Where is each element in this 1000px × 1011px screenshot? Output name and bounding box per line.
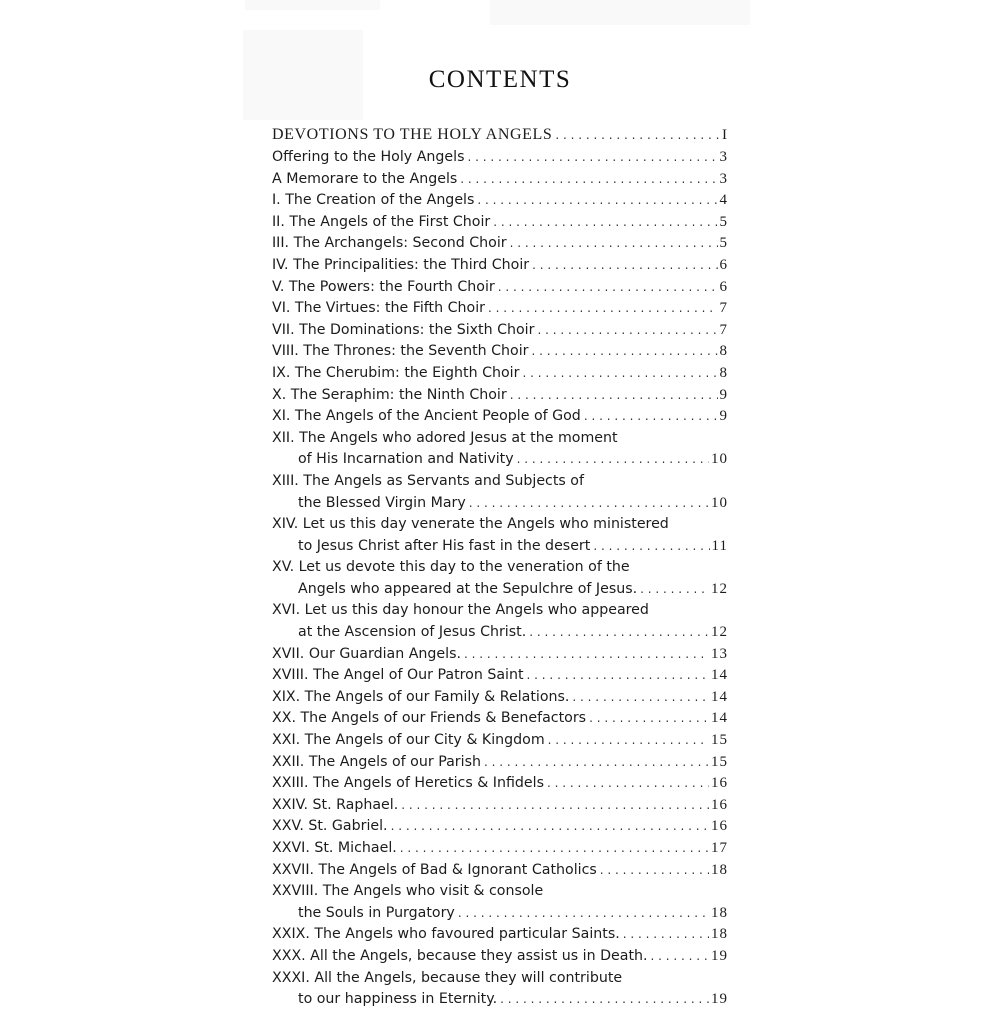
toc-line <box>272 406 728 428</box>
show-through-texture <box>490 0 750 25</box>
dot-leader <box>640 579 709 601</box>
dot-leader <box>572 687 709 709</box>
toc-line <box>272 169 728 191</box>
toc-page-number: 9 <box>719 408 728 425</box>
toc-entry-title: V. The Powers: the Fourth Choir <box>272 278 495 295</box>
toc-entry-title: IV. The Principalities: the Third Choir <box>272 256 530 273</box>
toc-entry-title: XXVII. The Angels of Bad & Ignorant Catholics <box>272 861 597 878</box>
toc-entry <box>272 385 728 407</box>
toc-entry-title: XVI. Let us this day honour the Angels who appeared <box>272 602 649 619</box>
toc-entry <box>272 752 728 774</box>
toc-line <box>272 773 728 795</box>
toc-entry <box>272 946 728 968</box>
toc-page-number: 11 <box>711 537 728 554</box>
toc-entry-title: XXIX. The Angels who favoured particular Saints. <box>272 926 620 943</box>
dot-leader <box>493 212 717 234</box>
dot-leader <box>537 320 717 342</box>
dot-leader <box>623 924 709 946</box>
toc-entry-title: at the Ascension of Jesus Christ. <box>298 624 527 641</box>
toc-page-number: 3 <box>719 149 728 165</box>
toc-page-number: 19 <box>711 947 728 964</box>
toc-entry <box>272 212 728 234</box>
toc-page-number: 7 <box>719 321 728 338</box>
toc-entry-title: XIII. The Angels as Servants and Subjects of <box>272 472 584 489</box>
toc-entry-title: XIX. The Angels of our Family & Relations. <box>272 688 570 705</box>
toc-page-number: 5 <box>719 235 728 252</box>
toc-entry-title: XXVI. St. Michael. <box>272 840 397 856</box>
table-of-contents <box>272 123 728 1011</box>
dot-leader <box>651 946 709 968</box>
dot-leader <box>464 644 709 666</box>
toc-page-number: 15 <box>711 753 728 770</box>
toc-entry-title: XX. The Angels of our Friends & Benefactors <box>272 710 587 727</box>
toc-entry-title: XXIV. St. Raphael. <box>272 796 399 813</box>
toc-page-number: 17 <box>711 840 728 856</box>
toc-entry <box>272 708 728 730</box>
toc-line <box>272 233 728 255</box>
toc-entry-title: A Memorare to the Angels <box>272 170 458 187</box>
toc-entry <box>272 298 728 320</box>
toc-line <box>272 622 728 644</box>
toc-entry-title: XVII. Our Guardian Angels. <box>272 645 461 662</box>
show-through-texture <box>245 0 380 10</box>
toc-entry <box>272 169 728 191</box>
toc-line <box>272 924 728 946</box>
toc-entry <box>272 600 728 643</box>
toc-line <box>272 471 728 493</box>
toc-entry <box>272 860 728 882</box>
toc-entry <box>272 363 728 385</box>
toc-page-number: 18 <box>711 926 728 943</box>
toc-page-number: 13 <box>711 645 728 662</box>
toc-line <box>272 795 728 817</box>
toc-entry-title: XXV. St. Gabriel. <box>272 818 388 835</box>
toc-line <box>272 363 728 385</box>
toc-entry-title: VI. The Virtues: the Fifth Choir <box>272 300 485 317</box>
toc-page-number: 10 <box>711 451 728 468</box>
toc-entry-title: XXII. The Angels of our Parish <box>272 753 481 770</box>
toc-page-number: 3 <box>719 170 728 187</box>
toc-line <box>272 190 728 212</box>
toc-entry <box>272 233 728 255</box>
toc-line <box>272 665 728 687</box>
toc-entry <box>272 838 728 860</box>
dot-leader <box>529 622 709 644</box>
toc-page-number: 19 <box>711 991 728 1008</box>
toc-line <box>272 968 728 990</box>
dot-leader <box>469 493 709 515</box>
toc-entry-title: II. The Angels of the First Choir <box>272 213 491 230</box>
dot-leader <box>477 190 717 212</box>
toc-entry-title: to Jesus Christ after His fast in the desert <box>298 537 591 554</box>
toc-page-number: 16 <box>711 775 728 792</box>
toc-page-number: 18 <box>711 904 728 921</box>
dot-leader <box>555 123 720 147</box>
toc-entry-title: to our happiness in Eternity. <box>298 991 498 1008</box>
dot-leader <box>458 903 709 925</box>
toc-line <box>272 428 728 450</box>
toc-page-number: 4 <box>719 192 728 209</box>
dot-leader <box>467 147 717 169</box>
toc-entry-title: the Blessed Virgin Mary <box>298 494 466 511</box>
toc-page-number: 16 <box>711 796 728 813</box>
toc-entry-title: of His Incarnation and Nativity <box>298 451 514 468</box>
toc-entry-title: X. The Seraphim: the Ninth Choir <box>272 386 507 403</box>
toc-entry <box>272 730 728 752</box>
toc-page-number: 12 <box>711 624 728 641</box>
toc-entry <box>272 687 728 709</box>
toc-entry <box>272 341 728 363</box>
toc-entry-title: XII. The Angels who adored Jesus at the moment <box>272 429 618 446</box>
dot-leader <box>391 816 709 838</box>
toc-page-number: 18 <box>711 861 728 878</box>
toc-page-number: 8 <box>719 364 728 381</box>
toc-entry <box>272 428 728 471</box>
dot-leader <box>498 277 718 299</box>
toc-line <box>272 385 728 407</box>
toc-line <box>272 255 728 277</box>
toc-line <box>272 708 728 730</box>
toc-entry-title: XXVIII. The Angels who visit & console <box>272 883 544 900</box>
toc-entry-title: I. The Creation of the Angels <box>272 192 475 209</box>
toc-line <box>272 860 728 882</box>
toc-line <box>272 298 728 320</box>
toc-entry <box>272 816 728 838</box>
dot-leader <box>460 169 717 191</box>
toc-entry <box>272 255 728 277</box>
toc-entry <box>272 644 728 666</box>
page-title: CONTENTS <box>428 66 572 93</box>
toc-entry <box>272 277 728 299</box>
toc-entry-title: XVIII. The Angel of Our Patron Saint <box>272 667 524 684</box>
toc-line <box>272 212 728 234</box>
toc-entry <box>272 795 728 817</box>
dot-leader <box>547 773 709 795</box>
toc-page-number: 5 <box>719 213 728 230</box>
dot-leader <box>589 708 709 730</box>
toc-line <box>272 838 728 860</box>
toc-entry-title: IX. The Cherubim: the Eighth Choir <box>272 364 520 381</box>
toc-entry-title: III. The Archangels: Second Choir <box>272 235 507 252</box>
toc-entry-title: XIV. Let us this day venerate the Angels who ministered <box>272 516 669 533</box>
toc-page-number: 12 <box>711 580 728 597</box>
dot-leader <box>517 449 709 471</box>
toc-entry <box>272 881 728 924</box>
toc-entry-title: VIII. The Thrones: the Seventh Choir <box>272 343 529 360</box>
toc-entry-title: XXX. All the Angels, because they assist us in Death. <box>272 947 648 964</box>
toc-line <box>272 147 728 169</box>
toc-page-number: 14 <box>711 688 728 705</box>
toc-entry <box>272 406 728 428</box>
toc-entry-title: Angels who appeared at the Sepulchre of Jesus. <box>298 580 638 597</box>
toc-line <box>272 579 728 601</box>
toc-page-number: 14 <box>711 710 728 727</box>
toc-entry-title: XXIII. The Angels of Heretics & Infidels <box>272 775 544 792</box>
toc-page-number: 9 <box>719 386 728 403</box>
toc-line <box>272 816 728 838</box>
toc-line <box>272 752 728 774</box>
toc-entry-title: VII. The Dominations: the Sixth Choir <box>272 321 535 338</box>
toc-line <box>272 341 728 363</box>
dot-leader <box>532 341 718 363</box>
toc-page-number: 7 <box>719 300 728 317</box>
toc-entry <box>272 147 728 169</box>
toc-entry <box>272 320 728 342</box>
toc-entry <box>272 190 728 212</box>
dot-leader <box>522 363 717 385</box>
toc-line <box>272 557 728 579</box>
dot-leader <box>600 860 709 882</box>
toc-line <box>272 687 728 709</box>
toc-entry <box>272 514 728 557</box>
toc-line <box>272 493 728 515</box>
toc-line <box>272 123 728 147</box>
toc-page-number: 6 <box>719 256 728 273</box>
toc-entry-title: Offering to the Holy Angels <box>272 149 465 165</box>
toc-page-number: 15 <box>711 732 728 749</box>
toc-page-number: 6 <box>719 278 728 295</box>
toc-line <box>272 449 728 471</box>
toc-entry-title: XV. Let us devote this day to the veneration of the <box>272 559 630 576</box>
toc-entry-title: DEVOTIONS TO THE HOLY ANGELS <box>272 126 553 143</box>
toc-line <box>272 600 728 622</box>
toc-page-number: 16 <box>711 818 728 835</box>
dot-leader <box>484 752 709 774</box>
toc-line <box>272 946 728 968</box>
toc-entry <box>272 557 728 600</box>
dot-leader <box>532 255 717 277</box>
dot-leader <box>584 406 718 428</box>
toc-entry <box>272 773 728 795</box>
toc-page-number: 8 <box>719 343 728 360</box>
dot-leader <box>488 298 718 320</box>
dot-leader <box>527 665 709 687</box>
dot-leader <box>400 838 709 860</box>
dot-leader <box>510 385 718 407</box>
toc-entry <box>272 471 728 514</box>
toc-line <box>272 536 728 558</box>
toc-line <box>272 514 728 536</box>
toc-entry-title: XI. The Angels of the Ancient People of God <box>272 408 581 425</box>
toc-line <box>272 730 728 752</box>
dot-leader <box>548 730 709 752</box>
toc-section-entry <box>272 123 728 147</box>
toc-entry-title: XXI. The Angels of our City & Kingdom <box>272 732 545 749</box>
dot-leader <box>510 233 718 255</box>
dot-leader <box>401 795 709 817</box>
toc-page-number: 10 <box>711 494 728 511</box>
toc-page-number: 14 <box>711 667 728 684</box>
dot-leader <box>593 536 709 558</box>
toc-line <box>272 277 728 299</box>
toc-entry <box>272 665 728 687</box>
toc-line <box>272 320 728 342</box>
toc-line <box>272 644 728 666</box>
toc-page-number: I <box>722 127 728 143</box>
toc-line <box>272 881 728 903</box>
toc-entry-title: the Souls in Purgatory <box>298 904 455 921</box>
toc-entry <box>272 924 728 946</box>
toc-entry-title: XXXI. All the Angels, because they will contribute <box>272 969 623 986</box>
toc-line <box>272 903 728 925</box>
toc-entry <box>272 968 728 1011</box>
